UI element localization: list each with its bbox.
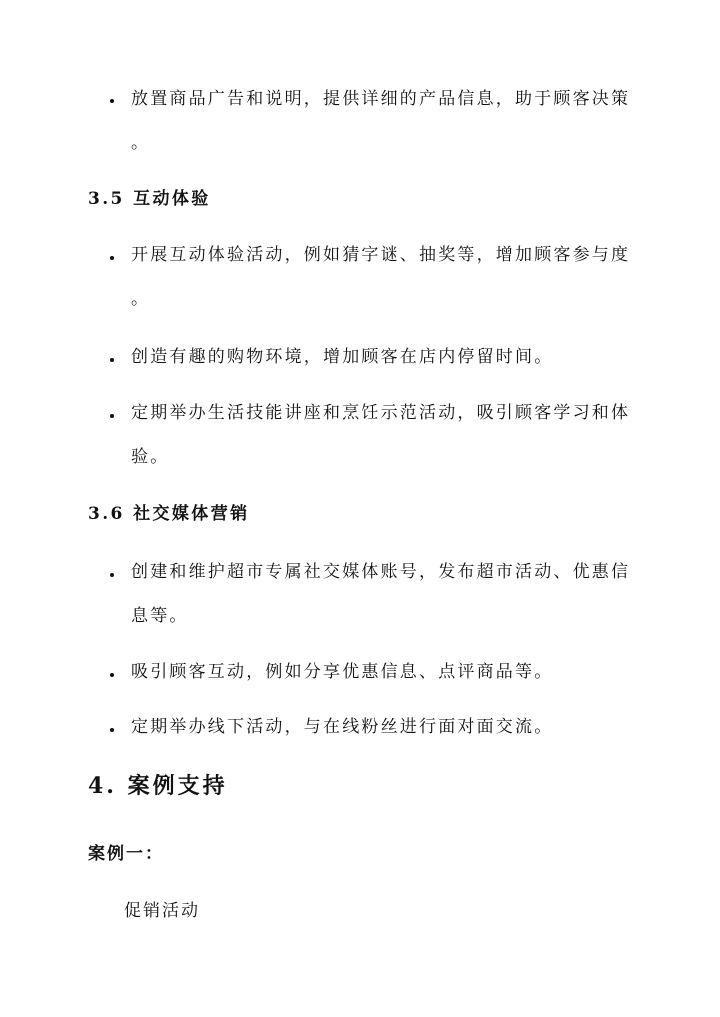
bullet-text: 创造有趣的购物环境，增加顾客在店内停留时间。 [131,347,554,367]
bullet-text-continuation: 验。 [131,447,170,467]
bullet-dot [110,728,114,732]
bullet-text: 创建和维护超市专属社交媒体账号，发布超市活动、优惠信 [131,562,631,582]
bullet-text: 开展互动体验活动，例如猜字谜、抽奖等，增加顾客参与度 [131,245,631,265]
bullet-dot [110,414,114,418]
bullet-text: 定期举办生活技能讲座和烹饪示范活动，吸引顾客学习和体 [131,403,631,423]
case-title: 案例一： [88,844,164,864]
bullet-text-continuation: 息等。 [131,606,189,626]
section-heading-3-5: 3.5 互动体验 [88,189,211,209]
bullet-dot [110,358,114,362]
bullet-text-continuation: 。 [131,289,151,309]
case-text: 促销活动 [124,901,200,921]
bullet-text-continuation: 。 [131,133,151,153]
bullet-dot [110,256,114,260]
bullet-text: 定期举办线下活动，与在线粉丝进行面对面交流。 [131,717,554,737]
section-heading-3-6: 3.6 社交媒体营销 [88,504,250,524]
section-heading-4: 4. 案例支持 [88,773,228,799]
bullet-text: 吸引顾客互动，例如分享优惠信息、点评商品等。 [131,662,554,682]
bullet-dot [110,573,114,577]
bullet-text: 放置商品广告和说明，提供详细的产品信息，助于顾客决策 [131,89,631,109]
bullet-dot [110,99,114,103]
bullet-dot [110,673,114,677]
